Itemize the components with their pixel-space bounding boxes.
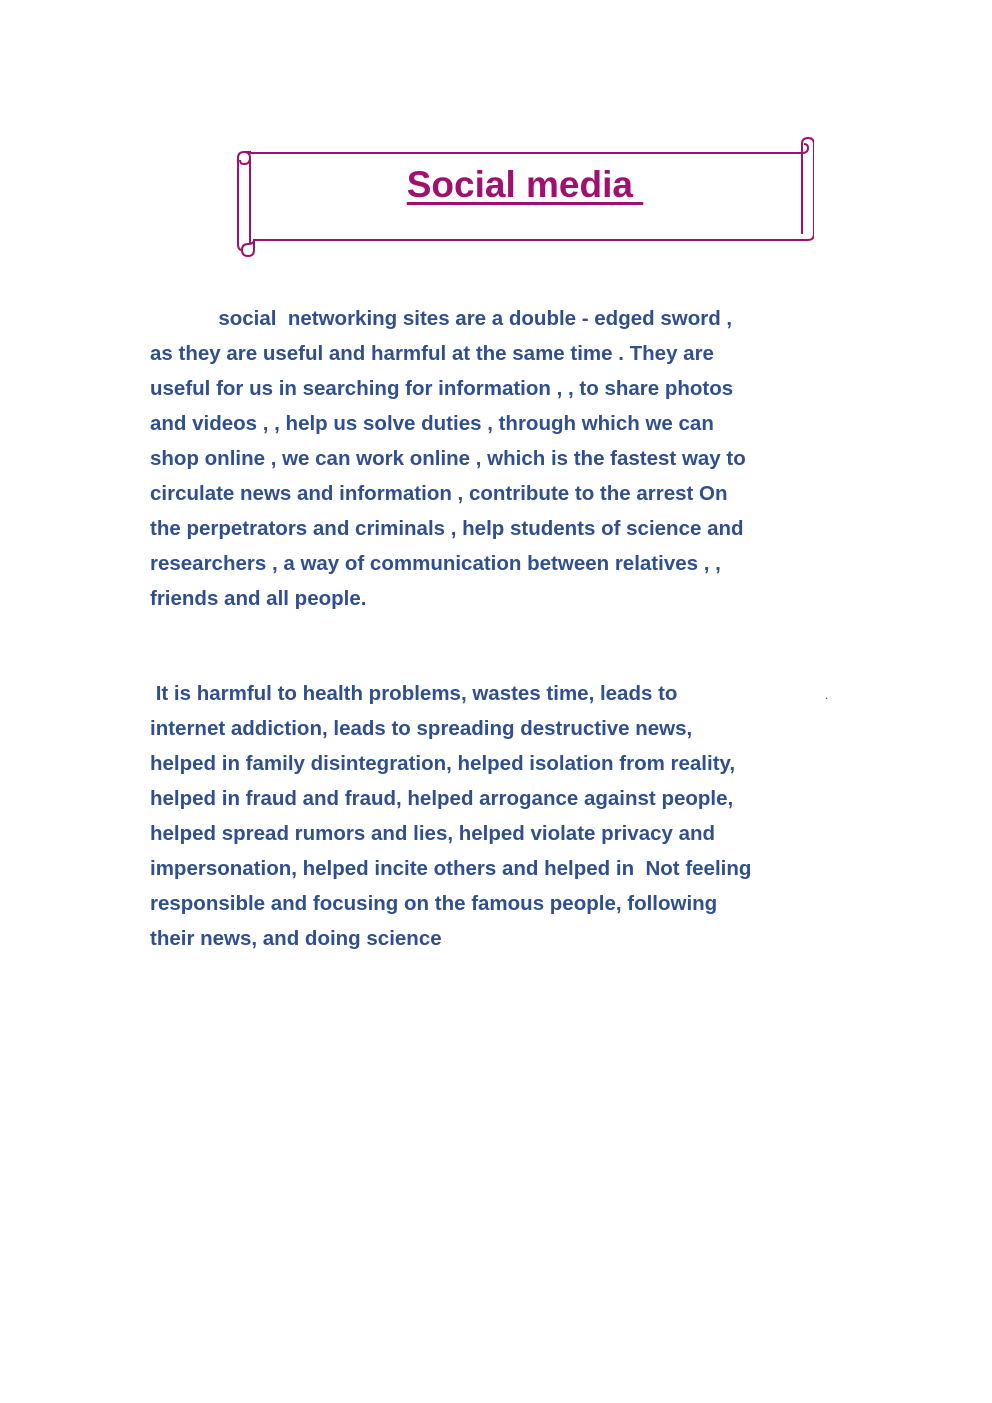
text-line: as they are useful and harmful at the same time . They are [150, 342, 714, 365]
page-title: Social media [406, 164, 644, 205]
text-line: researchers , a way of communication between relatives , , [150, 552, 721, 575]
text-line: friends and all people. [150, 587, 367, 610]
text-line: responsible and focusing on the famous people, following [150, 892, 718, 915]
paragraph-harms [150, 676, 850, 956]
text-line: helped spread rumors and lies, helped violate privacy and [150, 822, 716, 845]
title-scroll-banner [236, 136, 814, 258]
text-line: It is harmful to health problems, wastes time, leads to [150, 682, 678, 705]
text-line: shop online , we can work online , which is the fastest way to [150, 447, 746, 470]
text-line: the perpetrators and criminals , help students of science and [150, 517, 744, 540]
text-line: and videos , , help us solve duties , through which we can [150, 412, 714, 435]
text-line: their news, and doing science [150, 927, 442, 950]
text-line: circulate news and information , contribute to the arrest On [150, 482, 728, 505]
text-line: helped in family disintegration, helped isolation from reality, [150, 752, 736, 775]
paragraph-benefits [150, 301, 850, 616]
text-line: helped in fraud and fraud, helped arrogance against people, [150, 787, 734, 810]
stray-mark: . [825, 688, 829, 702]
text-line: social networking sites are a double - edged sword , [150, 307, 733, 330]
text-line: internet addiction, leads to spreading destructive news, [150, 717, 693, 740]
text-line: impersonation, helped incite others and helped in Not feeling [150, 857, 752, 880]
text-line: useful for us in searching for information , , to share photos [150, 377, 734, 400]
